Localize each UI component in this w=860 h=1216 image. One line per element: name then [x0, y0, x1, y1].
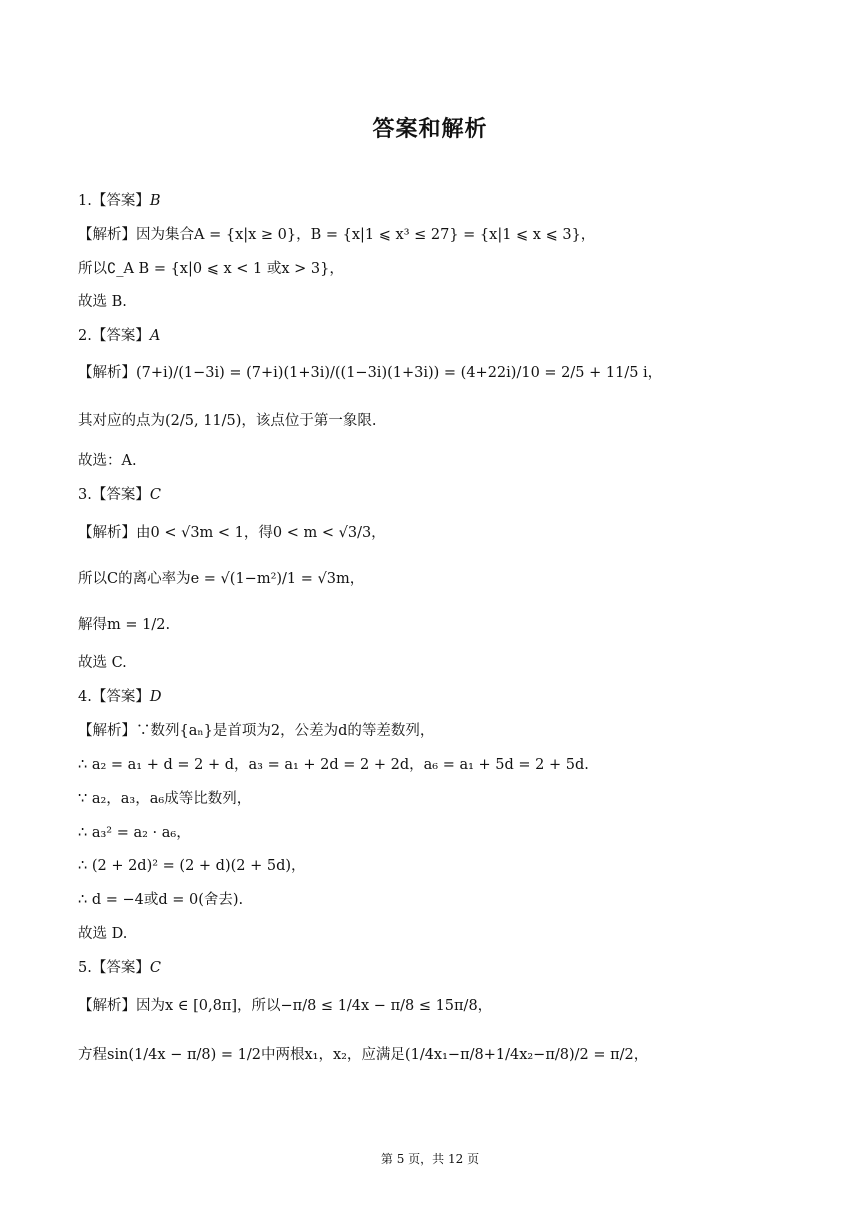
q4-answer: D — [149, 689, 162, 705]
q3-answer: C — [149, 487, 161, 503]
q1-analysis-line1 — [78, 224, 798, 246]
q1-line1-math: A = {x|x ≥ 0}，B = {x|1 ⩽ x³ ≤ 27} = {x|1 ⩽ x ⩽ 3}， — [194, 227, 596, 243]
q4-answer-line — [78, 686, 798, 708]
q3-answer-line — [78, 484, 798, 506]
q2-answer-line — [78, 325, 798, 347]
q1-answer: B — [149, 193, 161, 209]
q2-answer-label: 2.【答案】 — [78, 328, 150, 344]
q4-analysis-line2: ∴ a₂ = a₁ + d = 2 + d，a₃ = a₁ + 2d = 2 + 2d，a₆ = a₁ + 5d = 2 + 5d. — [78, 757, 589, 773]
q3-answer-label: 3.【答案】 — [78, 487, 150, 503]
q1-answer-label: 1.【答案】 — [78, 193, 150, 209]
q2-answer: A — [149, 328, 161, 344]
q4-analysis-line3: ∵ a₂，a₃，a₆成等比数列， — [78, 791, 252, 807]
q5-answer-line — [78, 957, 798, 979]
q5-answer-label: 5.【答案】 — [78, 960, 150, 976]
q2-analysis-label: 【解析】 — [78, 365, 136, 381]
q2-analysis-line1 — [78, 362, 798, 384]
q4-analysis-line6: ∴ d = −4或d = 0(舍去). — [78, 892, 244, 908]
q1-answer-line — [78, 190, 798, 212]
q4-analysis-line4: ∴ a₃² = a₂ · a₆， — [78, 825, 191, 841]
q5-analysis-line2: 方程sin(1/4x − π/8) = 1/2中两根x₁，x₂，应满足(1/4x₁−π/8+1/4x₂−π/8)/2 = π/2， — [78, 1047, 649, 1063]
q1-line1-prefix: 【解析】因为集合 — [78, 227, 194, 243]
q4-analysis-line7: 故选 D. — [78, 926, 128, 942]
q2-analysis-line2: 其对应的点为(2/5, 11/5)，该点位于第一象限. — [78, 413, 377, 429]
q4-analysis-line1: 【解析】∵数列{aₙ}是首项为2，公差为d的等差数列， — [78, 723, 435, 739]
page-footer: 第 5 页，共 12 页 — [380, 1152, 480, 1166]
q4-answer-label: 4.【答案】 — [78, 689, 150, 705]
q3-analysis-line2: 所以C的离心率为e = √(1−m²)/1 = √3m， — [78, 571, 365, 587]
q4-analysis-line5: ∴ (2 + 2d)² = (2 + d)(2 + 5d)， — [78, 858, 306, 874]
q5-analysis-line1: 【解析】因为x ∈ [0,8π]，所以−π/8 ≤ 1/4x − π/8 ≤ 15π/8， — [78, 998, 493, 1014]
page-title: 答案和解析 — [372, 117, 488, 142]
q2-line1-math: (7+i)/(1−3i) = (7+i)(1+3i)/((1−3i)(1+3i)) = (4+22i)/10 = 2/5 + 11/5 i， — [136, 365, 663, 381]
q1-analysis-line2: 所以∁_A B = {x|0 ⩽ x < 1 或x > 3}， — [78, 261, 344, 277]
q1-analysis-line3: 故选 B. — [78, 294, 127, 310]
q3-analysis-line4: 故选 C. — [78, 655, 127, 671]
q2-analysis-line3: 故选：A. — [78, 453, 137, 469]
q3-analysis-line3: 解得m = 1/2. — [78, 617, 171, 633]
q5-answer: C — [149, 960, 161, 976]
q3-analysis-line1: 【解析】由0 < √3m < 1，得0 < m < √3/3， — [78, 525, 386, 541]
